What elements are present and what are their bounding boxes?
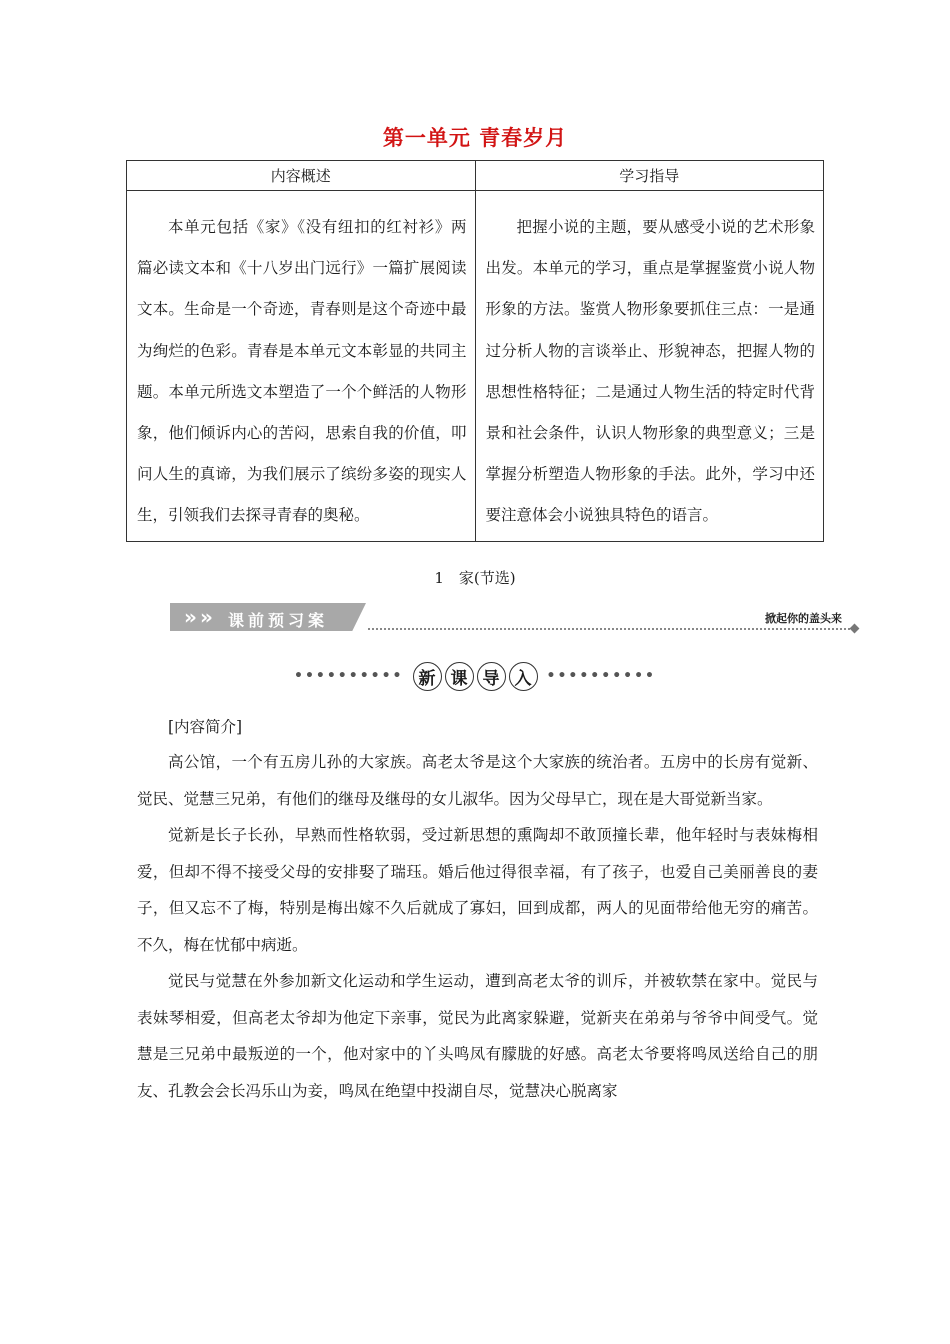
header-content-summary: 内容概述 xyxy=(127,161,476,191)
unit-title: 第一单元 青春岁月 xyxy=(382,126,568,150)
preview-banner xyxy=(170,603,860,633)
section-char: 课 xyxy=(445,662,474,691)
table-header-row xyxy=(127,161,824,191)
section-char: 入 xyxy=(509,662,538,691)
dots-right: •••••••••• xyxy=(546,668,656,684)
synopsis xyxy=(137,712,818,1109)
content-summary-cell: 本单元包括《家》《没有纽扣的红衬衫》两篇必读文本和《十八岁出门远行》一篇扩展阅读文本。生命是一个奇迹，青春则是这个奇迹中最为绚烂的色彩。青春是本单元文本彰显的共同主题。本单元所选文本塑造了一个个鲜活的人物形象，他们倾诉内心的苦闷，思索自我的价值，叩问人生的真谛，为我们展示了缤纷多姿的现实人生，引领我们去探寻青春的奥秘。 xyxy=(127,191,476,542)
section-char: 导 xyxy=(477,662,506,691)
synopsis-paragraph: 觉新是长子长孙，早熟而性格软弱，受过新思想的熏陶却不敢顶撞长辈，他年轻时与表妹梅相爱，但却不得不接受父母的安排娶了瑞珏。婚后他过得很幸福，有了孩子，也爱自己美丽善良的妻子，但又忘不了梅，特别是梅出嫁不久后就成了寡妇，回到成都，两人的见面带给他无穷的痛苦。不久，梅在忧郁中病逝。 xyxy=(137,826,818,954)
synopsis-label: [内容简介] xyxy=(168,718,243,736)
header-study-guide: 学习指导 xyxy=(475,161,824,191)
unit-overview-table xyxy=(126,160,824,542)
synopsis-paragraph: 高公馆，一个有五房儿孙的大家族。高老太爷是这个大家族的统治者。五房中的长房有觉新、觉民、觉慧三兄弟，有他们的继母及继母的女儿淑华。因为父母早亡，现在是大哥觉新当家。 xyxy=(137,753,818,808)
banner-dotted-line xyxy=(368,628,850,630)
banner-tab-label: 课前预习案 xyxy=(228,611,329,630)
banner-slogan: 掀起你的盖头来 xyxy=(765,612,842,625)
section-char: 新 xyxy=(413,662,442,691)
chevron-right-icon: » xyxy=(200,605,213,629)
synopsis-paragraph: 觉民与觉慧在外参加新文化运动和学生运动，遭到高老太爷的训斥，并被软禁在家中。觉民与表妹琴相爱，但高老太爷却为他定下亲事，觉民为此离家躲避，觉新夹在弟弟与爷爷中间受气。觉慧是三兄弟中最叛逆的一个，他对家中的丫头鸣凤有朦胧的好感。高老太爷要将鸣凤送给自己的朋友、孔教会会长冯乐山为妾，鸣凤在绝望中投湖自尽，觉慧决心脱离家 xyxy=(137,972,818,1100)
study-guide-cell: 把握小说的主题，要从感受小说的艺术形象出发。本单元的学习，重点是掌握鉴赏小说人物形象的方法。鉴赏人物形象要抓住三点：一是通过分析人物的言谈举止、形貌神态，把握人物的思想性格特征；二是通过人物生活的特定时代背景和社会条件，认识人物形象的典型意义；三是掌握分析塑造人物形象的手法。此外，学习中还要注意体会小说独具特色的语言。 xyxy=(475,191,824,542)
diamond-icon xyxy=(850,624,860,634)
lesson-title: 1 家(节选) xyxy=(434,569,516,587)
section-heading xyxy=(0,658,950,694)
chevron-right-icon: » xyxy=(184,605,197,629)
table-row xyxy=(127,191,824,542)
dots-left: •••••••••• xyxy=(294,668,404,684)
